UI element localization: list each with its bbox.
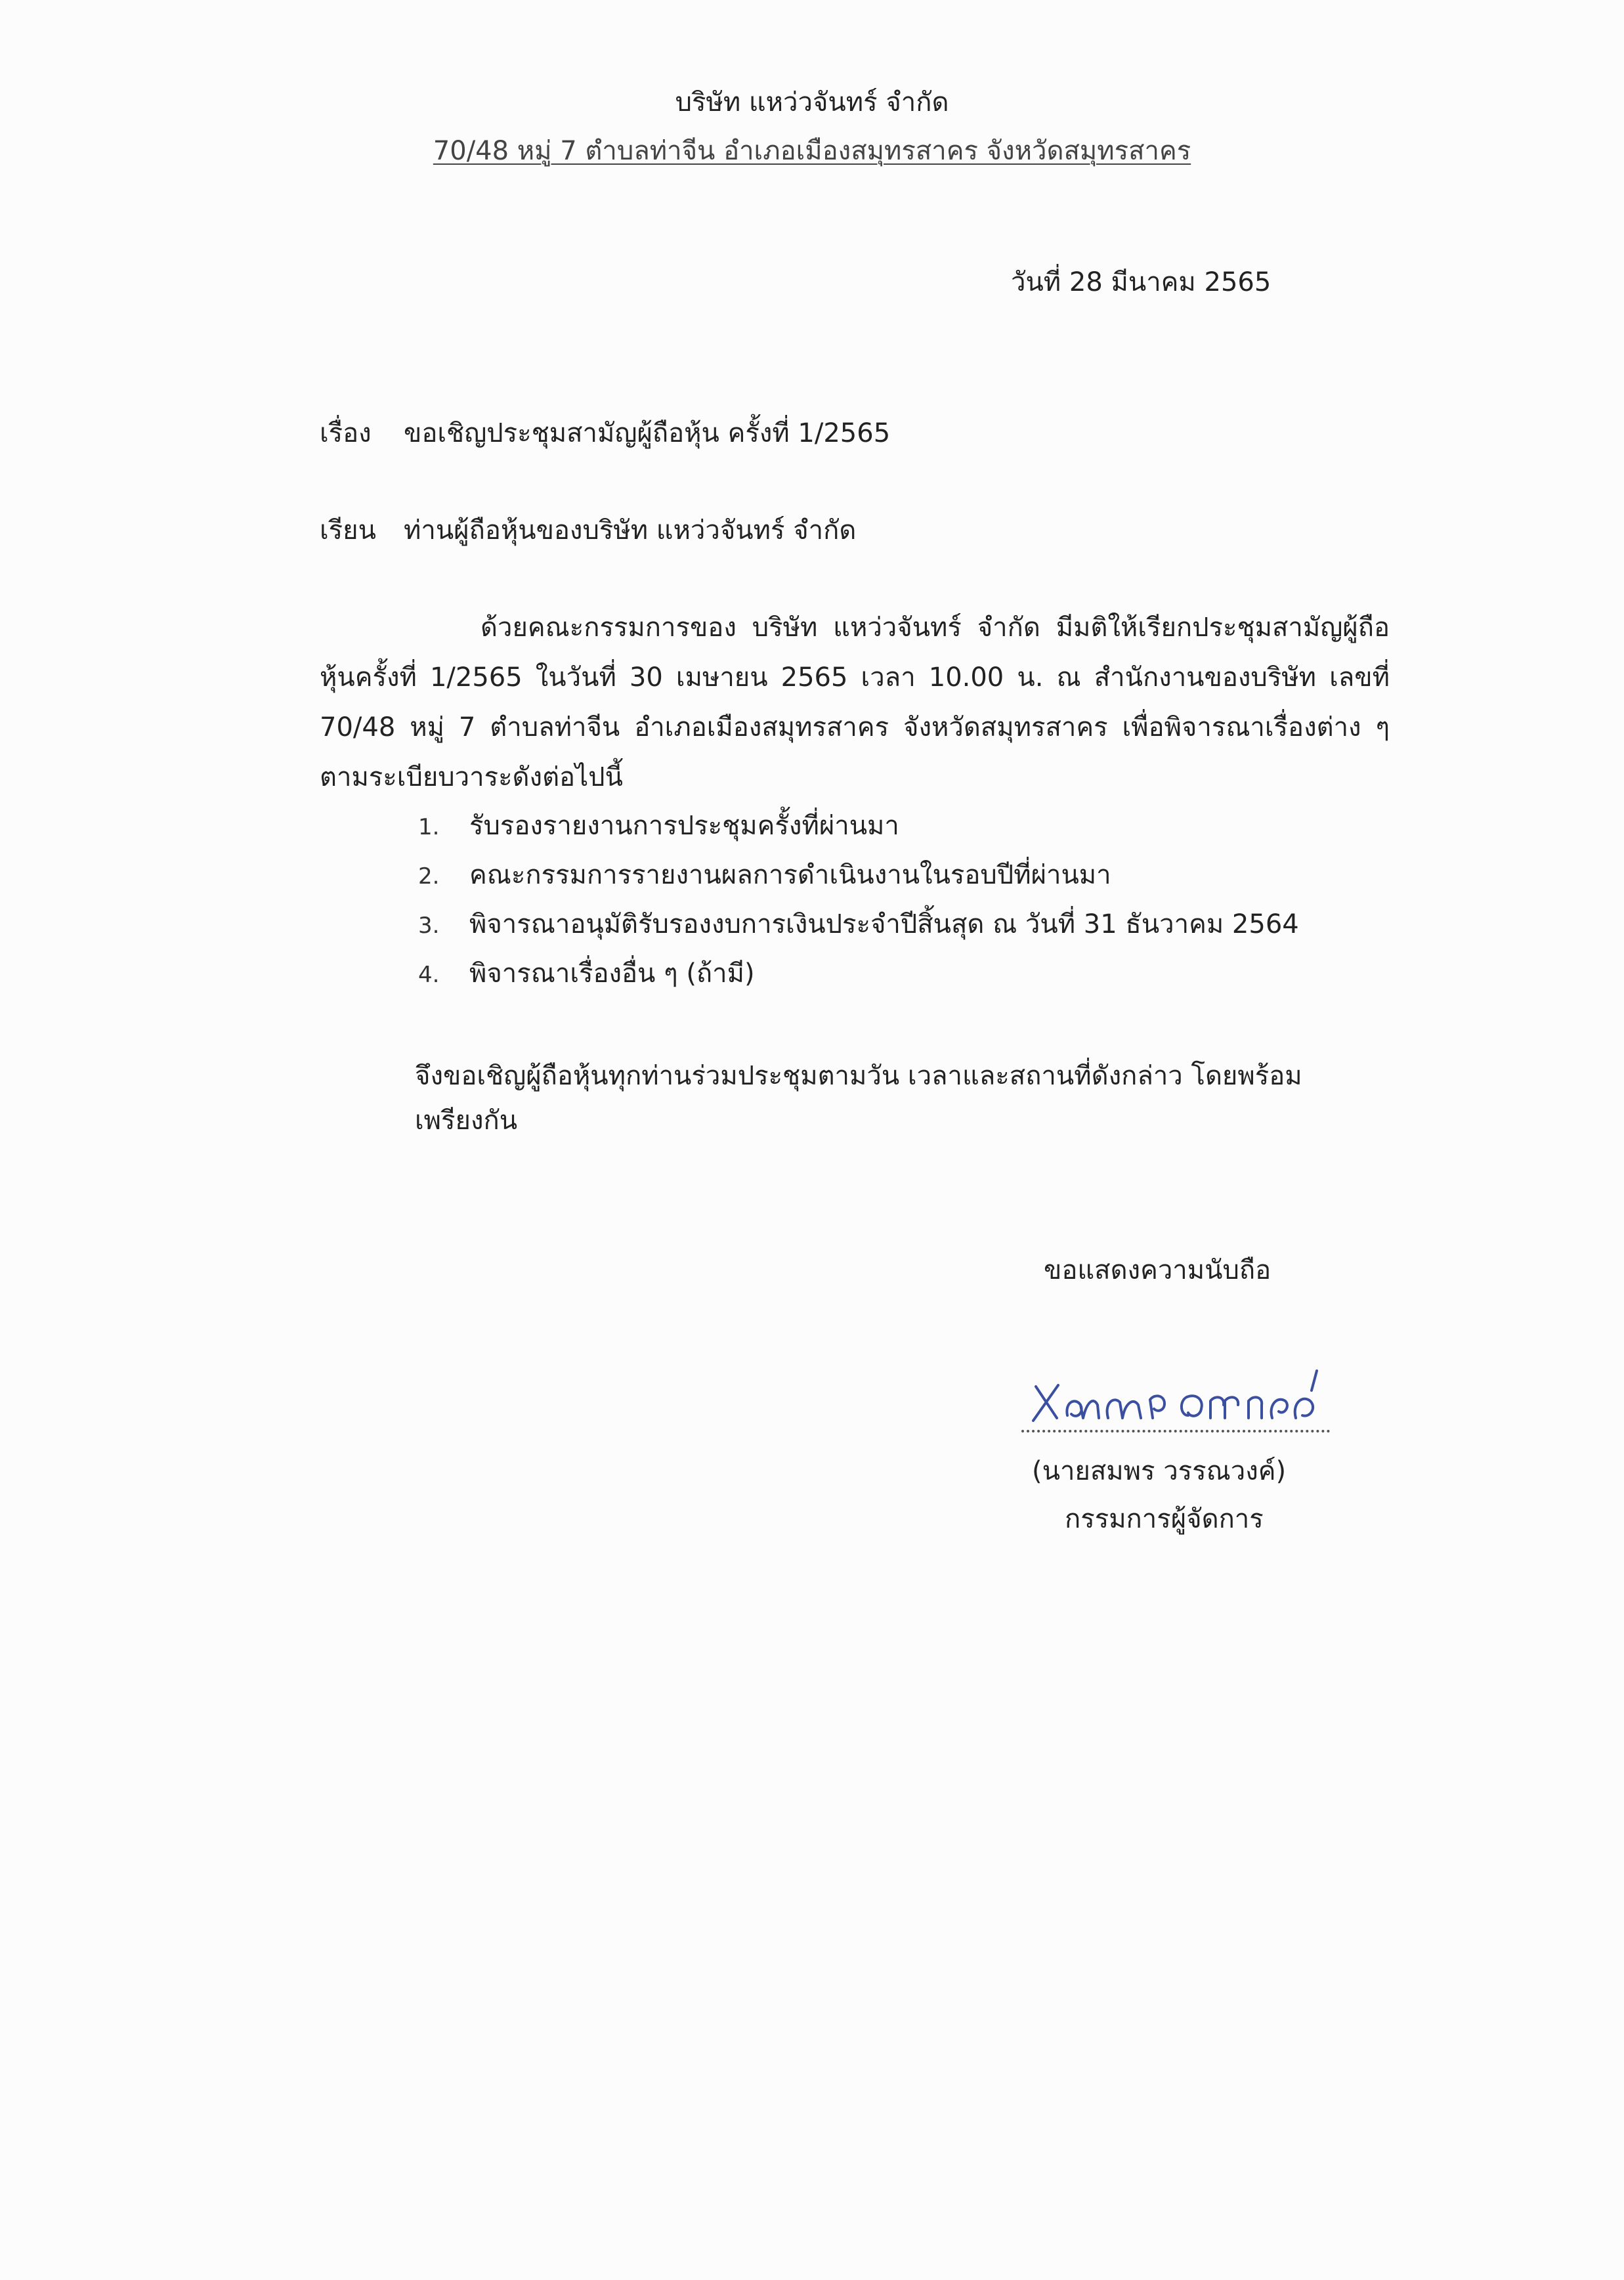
subject-text: ขอเชิญประชุมสามัญผู้ถือหุ้น ครั้งที่ 1/2565 (404, 418, 891, 448)
complimentary-close: ขอแสดงความนับถือ (1044, 1255, 1271, 1285)
agenda-item (418, 806, 899, 847)
agenda-text: รับรองรายงานการประชุมครั้งที่ผ่านมา (469, 811, 899, 841)
letter-date: วันที่ 28 มีนาคม 2565 (1011, 267, 1271, 297)
signatory-name: (นายสมพร วรรณวงค์) (1032, 1456, 1287, 1486)
agenda-number: 2. (418, 863, 440, 890)
agenda-item (418, 855, 1111, 896)
body-paragraph: ด้วยคณะกรรมการของ บริษัท แหว่วจันทร์ จำกัด มีมติให้เรียกประชุมสามัญผู้ถือหุ้นครั้งที่ 1/2565 ในวันที่ 30 เมษายน 2565 เวลา 10.00 น. ณ สำนักงานของบริษัท เลขที่ 70/48 หมู่ 7 ตำบลท่าจีน อำเภอเมืองสมุทรสาคร จังหวัดสมุทรสาคร เพื่อพิจารณาเรื่องต่าง ๆ ตามระเบียบวาระดังต่อไปนี้ (320, 613, 1390, 792)
subject-label: เรื่อง (320, 418, 372, 448)
agenda-text: พิจารณาเรื่องอื่น ๆ (ถ้ามี) (469, 958, 755, 989)
agenda-text: พิจารณาอนุมัติรับรองงบการเงินประจำปีสิ้นสุด ณ วันที่ 31 ธันวาคม 2564 (469, 909, 1299, 939)
agenda-item (418, 954, 755, 995)
company-address (0, 131, 1624, 171)
company-address-text: 70/48 หมู่ 7 ตำบลท่าจีน อำเภอเมืองสมุทรสาคร จังหวัดสมุทรสาคร (433, 136, 1191, 166)
agenda-number: 1. (418, 814, 440, 840)
agenda-number: 3. (418, 913, 440, 939)
signature-strokes (1033, 1371, 1317, 1421)
handwritten-signature (1024, 1352, 1352, 1438)
agenda-item (418, 905, 1299, 945)
agenda-number: 4. (418, 962, 440, 988)
recipient-label: เรียน (320, 515, 376, 546)
signature-dotted-line (1021, 1430, 1330, 1432)
company-name: บริษัท แหว่วจันทร์ จำกัด (675, 87, 949, 118)
closing-paragraph: จึงขอเชิญผู้ถือหุ้นทุกท่านร่วมประชุมตามวัน เวลาและสถานที่ดังกล่าว โดยพร้อมเพรียงกัน (415, 1061, 1302, 1136)
signatory-title: กรรมการผู้จัดการ (1065, 1504, 1264, 1534)
agenda-text: คณะกรรมการรายงานผลการดำเนินงานในรอบปีที่ผ่านมา (469, 860, 1111, 890)
recipient-text: ท่านผู้ถือหุ้นของบริษัท แหว่วจันทร์ จำกัด (404, 515, 857, 546)
